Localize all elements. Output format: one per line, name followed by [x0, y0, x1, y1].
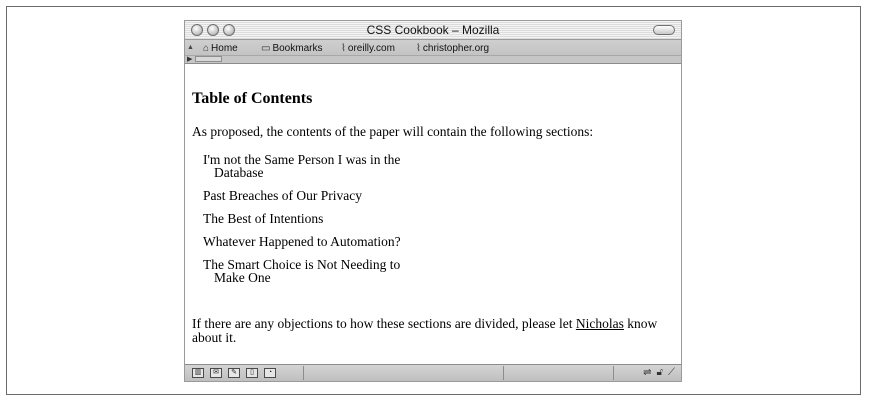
chat-icon[interactable]: ◔: [264, 368, 276, 378]
connection-icon[interactable]: ⇌: [643, 367, 652, 378]
toolbar-item-label: christopher.org: [422, 43, 490, 54]
list-item: The Best of Intentions: [203, 211, 324, 226]
page-content: [185, 64, 681, 364]
toolbar-item-label: oreilly.com: [347, 43, 395, 54]
toolbar-item-oreilly[interactable]: [341, 42, 395, 55]
list-item: Whatever Happened to Automation?: [203, 234, 401, 249]
address-book-icon[interactable]: ▯: [246, 368, 258, 378]
window-title: CSS Cookbook – Mozilla: [366, 23, 500, 37]
mail-icon[interactable]: ✉: [210, 368, 222, 378]
folder-icon: ▭: [261, 42, 271, 54]
collapsed-toolbar[interactable]: [185, 55, 681, 63]
toolbar-item-label: Bookmarks: [272, 43, 323, 54]
lock-icon[interactable]: 🔓︎: [656, 367, 663, 378]
toolbar-item-bookmarks[interactable]: [261, 42, 322, 55]
toolbar-tab[interactable]: [195, 56, 222, 62]
list-item: Past Breaches of Our Privacy: [203, 188, 362, 203]
outro-text-after: know about it.: [192, 316, 658, 345]
list-item: I'm not the Same Person I was in the Database: [203, 152, 401, 180]
title-bar[interactable]: [185, 21, 681, 40]
page-title: Table of Contents: [192, 90, 313, 107]
nicholas-link[interactable]: Nicholas: [575, 316, 624, 331]
toolbar-grip-icon[interactable]: ▲: [187, 44, 194, 51]
section-list: [203, 153, 433, 294]
bookmark-icon: ⌇: [416, 42, 421, 54]
status-divider: [303, 366, 304, 380]
resize-grip-icon[interactable]: ⟋: [668, 367, 675, 378]
toolbar-item-christopher[interactable]: [416, 42, 489, 55]
outro-paragraph: [192, 317, 667, 345]
composer-icon[interactable]: ✎: [228, 368, 240, 378]
home-icon: ⌂: [203, 42, 210, 54]
intro-paragraph: As proposed, the contents of the paper will contain the following sections:: [192, 124, 594, 139]
status-divider: [503, 366, 504, 380]
status-indicators: [643, 367, 675, 378]
list-item: The Smart Choice is Not Needing to Make One: [203, 257, 401, 285]
toolbar-toggle-button[interactable]: [653, 25, 675, 35]
outro-text-before: If there are any objections to how these sections are divided, please let: [192, 316, 576, 331]
toolbar-item-home[interactable]: [203, 42, 238, 55]
toolbar-item-label: Home: [211, 43, 238, 54]
status-bar: [185, 364, 681, 381]
navigator-icon[interactable]: ▥: [192, 368, 204, 378]
personal-toolbar: [185, 40, 681, 64]
status-divider: [613, 366, 614, 380]
browser-window: [185, 21, 681, 381]
expand-toolbar-icon[interactable]: ▶: [187, 56, 193, 63]
bookmark-icon: ⌇: [341, 42, 346, 54]
